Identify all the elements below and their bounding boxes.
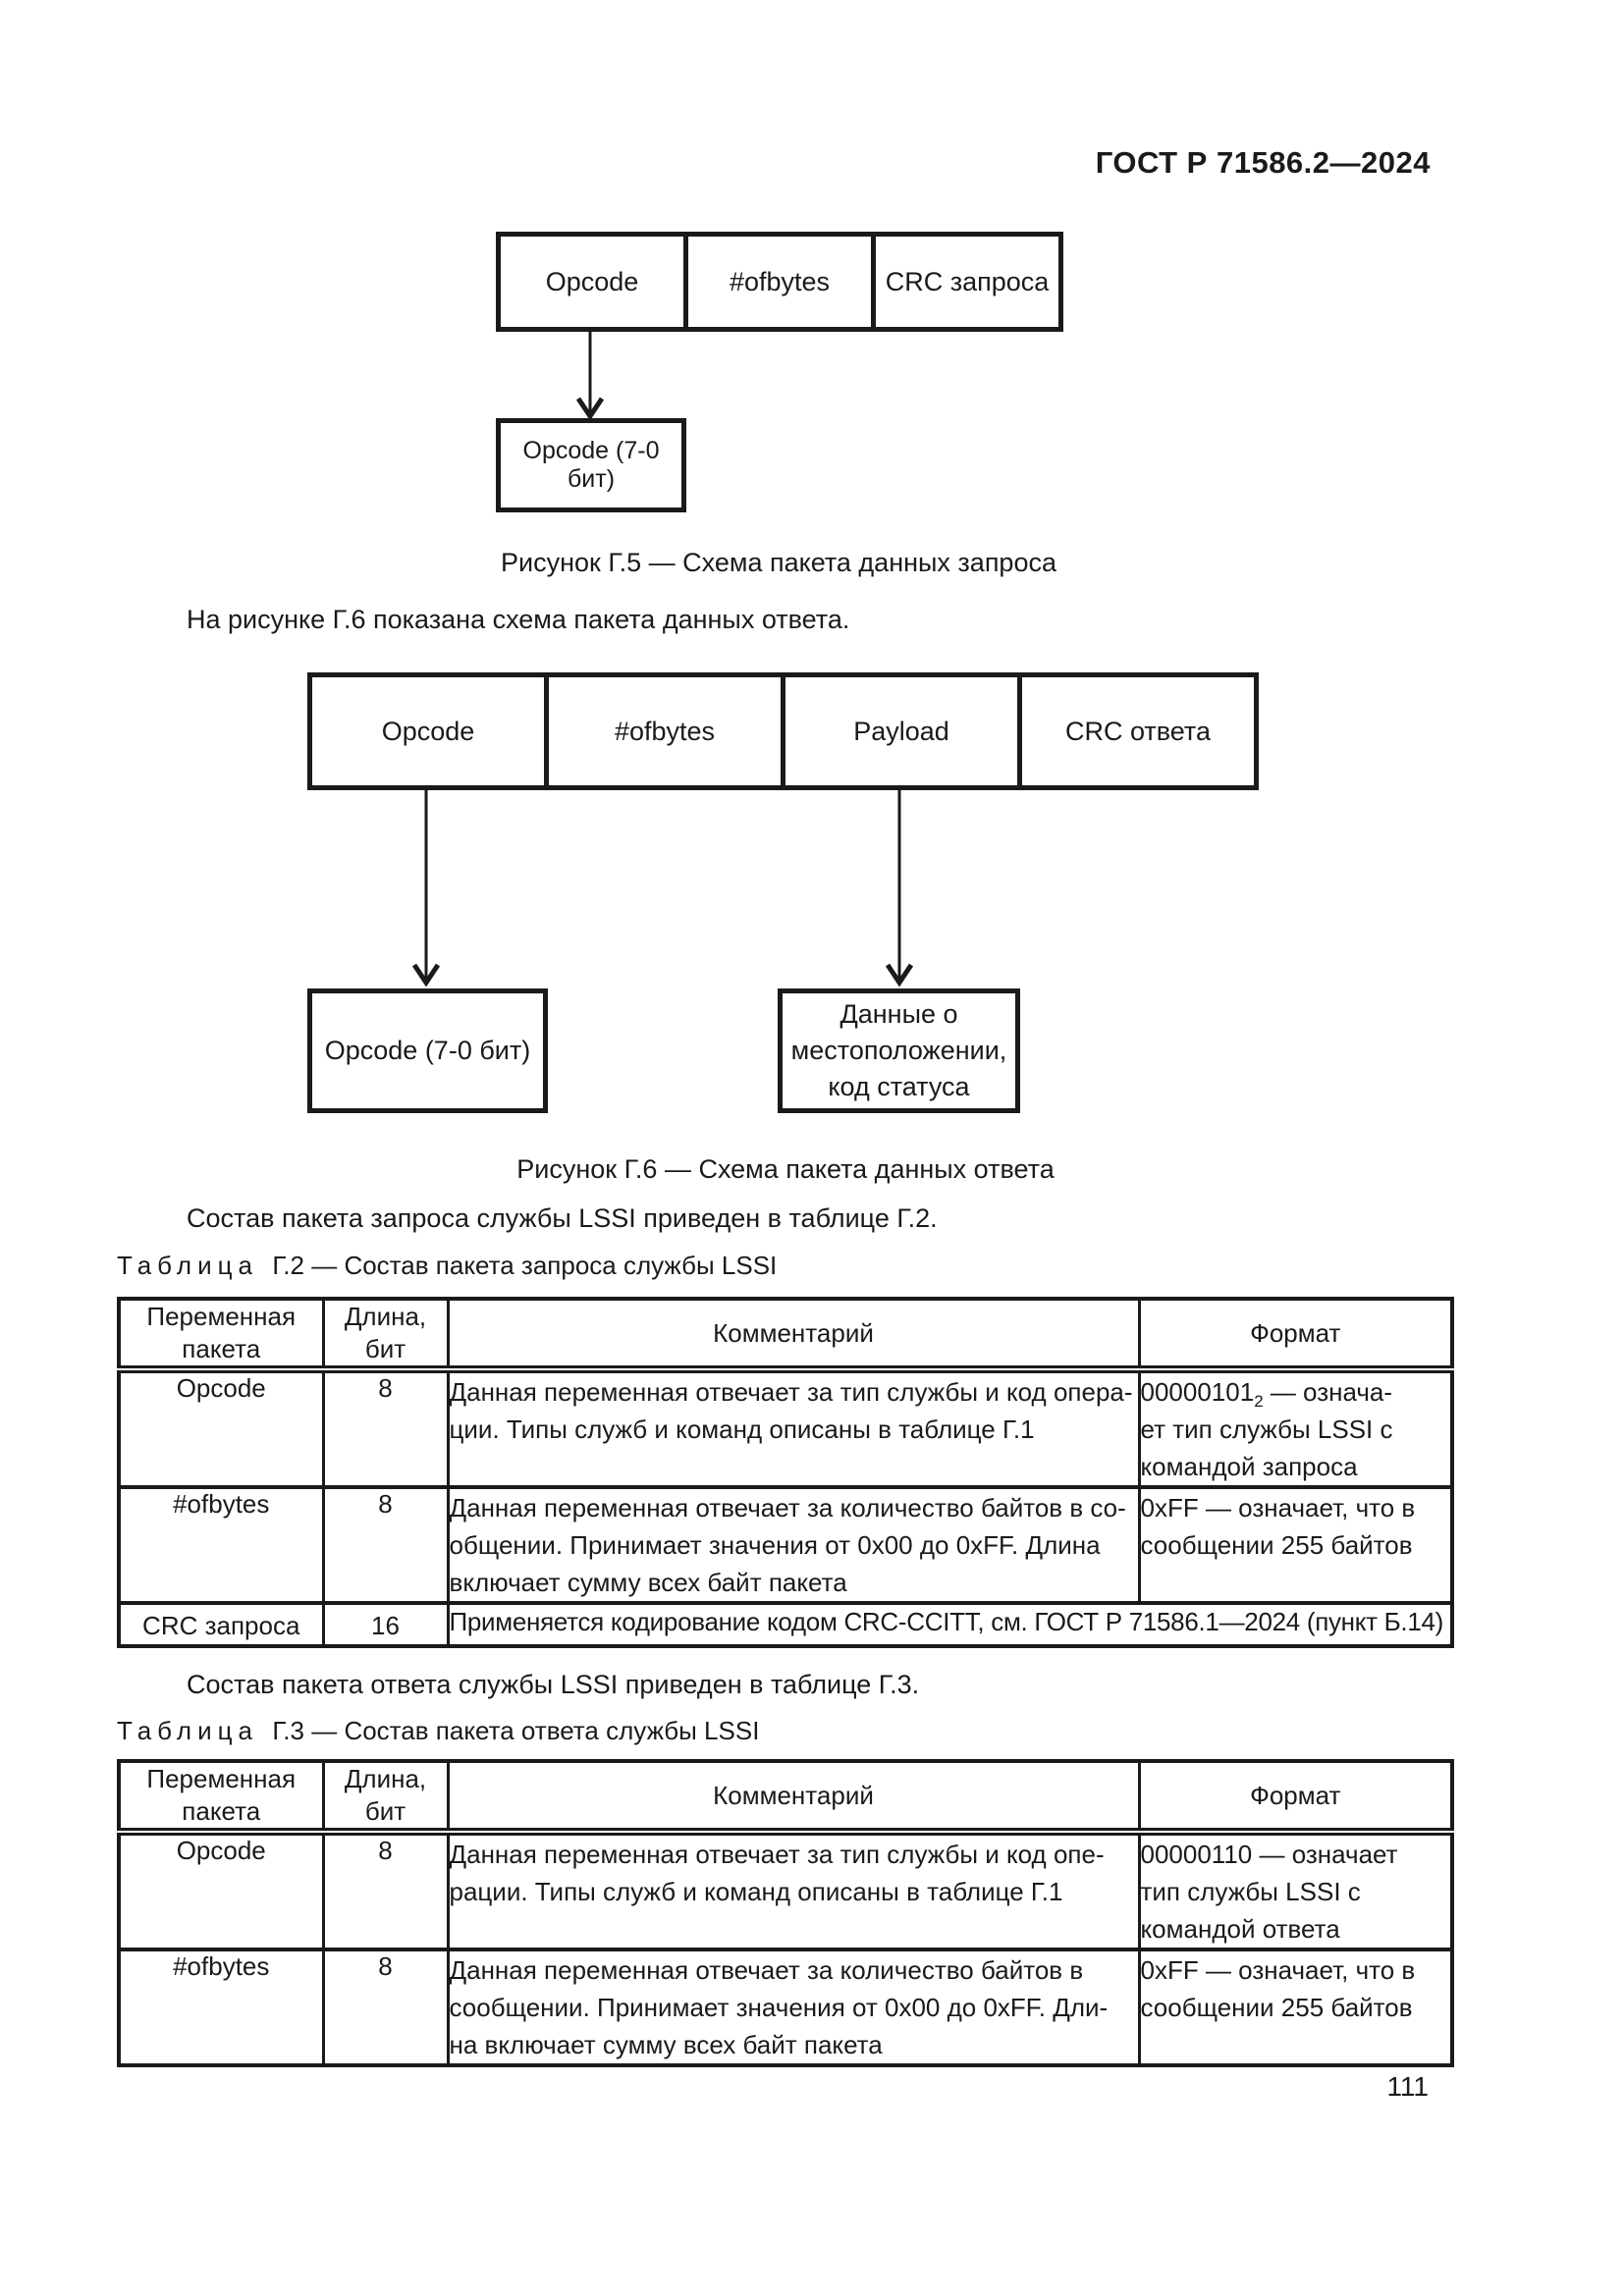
cell-length: 8 (323, 1487, 448, 1603)
table-word: Таблица (117, 1251, 258, 1280)
down-arrow-connector (406, 790, 446, 987)
text-line: на включает сумму всех байт пакета (449, 2030, 883, 2059)
text-line: бит (364, 1334, 406, 1363)
figure-g5-box-opcode: Opcode (496, 232, 688, 332)
cell-length: 16 (323, 1603, 448, 1646)
table-word: Таблица (117, 1716, 258, 1745)
table-g3-label (117, 1716, 759, 1746)
figure-g6-box-payload: Payload (781, 672, 1022, 790)
cell-format (1139, 1832, 1452, 1949)
table-g2-title: Г.2 — Состав пакета запроса службы LSSI (272, 1251, 778, 1280)
header-cell-comment: Комментарий (448, 1761, 1139, 1832)
text-line: код статуса (828, 1072, 970, 1101)
text-line: командой запроса (1140, 1452, 1358, 1481)
header-cell-format: Формат (1139, 1299, 1452, 1369)
figure-g5-caption: Рисунок Г.5 — Схема пакета данных запроса (501, 548, 1056, 577)
cell-comment (448, 1369, 1139, 1487)
text-line: Данная переменная отвечает за тип службы и код опера- (449, 1377, 1133, 1407)
format-line-subscript: $00000101_2$ — означа- (1140, 1377, 1393, 1412)
cell-length: 8 (323, 1949, 448, 2065)
text-line: 0xFF — означает, что в (1140, 1493, 1416, 1522)
text-line: сообщении 255 байтов (1140, 1530, 1413, 1560)
text-line: Длина, (344, 1302, 427, 1331)
text-line: местоположении, (790, 1036, 1007, 1065)
figure-g5-box-ofbytes: #ofbytes (683, 232, 876, 332)
text-line: Переменная (146, 1764, 297, 1793)
figure-g5-box-opcode-bits: Opcode (7-0 бит) (496, 418, 686, 512)
paragraph-intro-table-g2: Состав пакета запроса службы LSSI приведен в таблице Г.2. (187, 1203, 938, 1233)
down-arrow-connector (880, 790, 919, 987)
text-line: Данная переменная отвечает за количество байтов в со- (449, 1493, 1126, 1522)
figure-g6-box-opcode: Opcode (307, 672, 549, 790)
cell-comment (448, 1949, 1139, 2065)
paragraph-intro-table-g3: Состав пакета ответа службы LSSI приведен в таблице Г.3. (187, 1670, 920, 1699)
cell-variable: CRC запроса (119, 1603, 323, 1646)
header-cell-variable (119, 1761, 323, 1832)
text-line: 0xFF — означает, что в (1140, 1955, 1416, 1985)
text-line: включает сумму всех байт пакета (449, 1568, 847, 1597)
table-row (119, 1487, 1452, 1603)
figure-g5-box-crc: CRC запроса (871, 232, 1063, 332)
table-row (119, 1832, 1452, 1949)
table-g3-title: Г.3 — Состав пакета ответа службы LSSI (272, 1716, 760, 1745)
figure-g6-caption: Рисунок Г.6 — Схема пакета данных ответа (516, 1154, 1055, 1184)
header-cell-format: Формат (1139, 1761, 1452, 1832)
cell-format (1139, 1949, 1452, 2065)
cell-length: 8 (323, 1832, 448, 1949)
text-line: Данные о (839, 999, 958, 1029)
table-row (119, 1369, 1452, 1487)
text-line: пакета (182, 1334, 261, 1363)
cell-format (1139, 1369, 1452, 1487)
page-number: 111 (1386, 2071, 1429, 2102)
cell-comment-span: Применяется кодирование кодом CRC-CCITT, см. ГОСТ Р 71586.1—2024 (пункт Б.14) (448, 1603, 1452, 1646)
down-arrow-connector (570, 332, 610, 420)
table-row (119, 1949, 1452, 2065)
table-g2 (117, 1297, 1454, 1648)
text-line: бит (364, 1796, 406, 1826)
text-line: общении. Принимает значения от 0x00 до 0xFF. Длина (449, 1530, 1101, 1560)
table-header-row (119, 1761, 1452, 1832)
document-code-header: ГОСТ Р 71586.2—2024 (1095, 145, 1431, 180)
paragraph-intro-figure-g6: На рисунке Г.6 показана схема пакета данных ответа. (187, 605, 850, 634)
text-line: тип службы LSSI с (1140, 1877, 1361, 1906)
text-line: рации. Типы служб и команд описаны в таблице Г.1 (449, 1877, 1063, 1906)
header-cell-length (323, 1761, 448, 1832)
text-line: пакета (182, 1796, 261, 1826)
table-g2-label (117, 1251, 777, 1281)
header-cell-length (323, 1299, 448, 1369)
cell-variable: Opcode (119, 1832, 323, 1949)
table-header-row (119, 1299, 1452, 1369)
table-row (119, 1603, 1452, 1646)
header-cell-comment: Комментарий (448, 1299, 1139, 1369)
header-cell-variable (119, 1299, 323, 1369)
text-line: Данная переменная отвечает за тип службы и код опе- (449, 1840, 1105, 1869)
figure-g6-box-crc: CRC ответа (1017, 672, 1259, 790)
format-lines (1141, 1411, 1451, 1485)
text-line: Данная переменная отвечает за количество байтов в (449, 1955, 1084, 1985)
cell-length: 8 (323, 1369, 448, 1487)
cell-variable: #ofbytes (119, 1949, 323, 2065)
figure-g6-box-ofbytes: #ofbytes (544, 672, 785, 790)
text-line: ет тип службы LSSI с (1140, 1415, 1393, 1444)
text-line: Длина, (344, 1764, 427, 1793)
text-line: ции. Типы служб и команд описаны в таблице Г.1 (449, 1415, 1035, 1444)
cell-variable: #ofbytes (119, 1487, 323, 1603)
cell-variable: Opcode (119, 1369, 323, 1487)
text-line: сообщении. Принимает значения от 0x00 до 0xFF. Дли- (449, 1993, 1109, 2022)
text-line: командой ответа (1140, 1914, 1340, 1944)
table-g3 (117, 1759, 1454, 2067)
figure-g6-packet-row (307, 672, 1259, 790)
text-line: 00000110 — означает (1140, 1840, 1398, 1869)
cell-comment (448, 1832, 1139, 1949)
cell-comment (448, 1487, 1139, 1603)
figure-g6-box-location-data (778, 988, 1020, 1113)
text-line: сообщении 255 байтов (1140, 1993, 1413, 2022)
figure-g6-box-opcode-bits: Opcode (7-0 бит) (307, 988, 548, 1113)
text-line: Переменная (146, 1302, 297, 1331)
figure-g5-packet-row (496, 232, 1063, 332)
cell-format (1139, 1487, 1452, 1603)
